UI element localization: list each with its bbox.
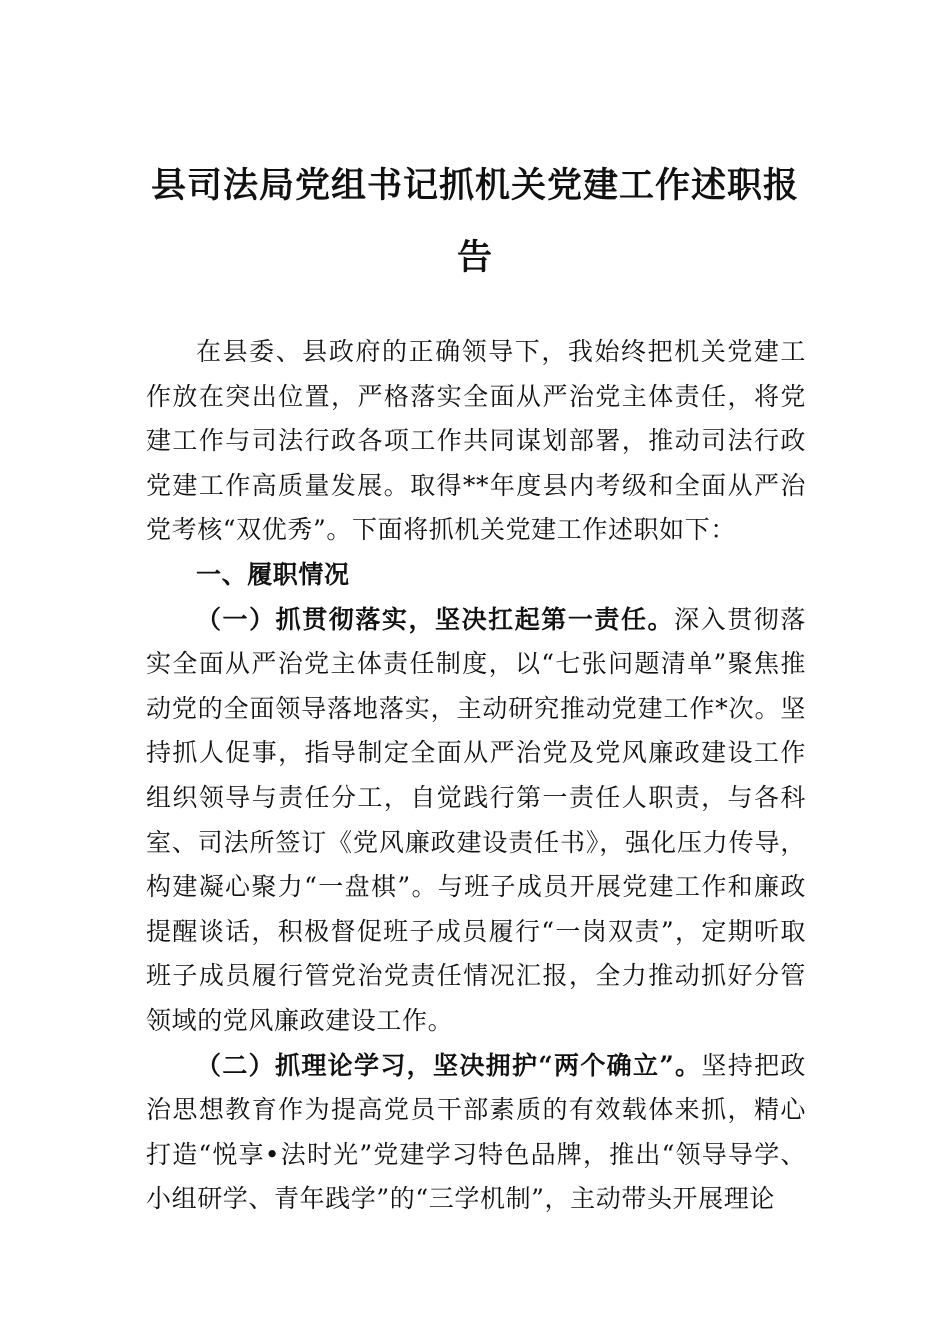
section-heading-performance: 一、履职情况 <box>196 559 350 589</box>
item-2-text: 坚持把政治思想教育作为提高党员干部素质的有效载体来抓，精心打造“悦享•法时光”党建学习特色品牌，推出“领导导学、小组研学、青年践学”的“三学机制”，主动带头开展理论 <box>146 1050 807 1214</box>
item-2-lead: （二）抓理论学习，坚决拥护“两个确立”。 <box>196 1050 702 1080</box>
document-body <box>146 330 806 1222</box>
item-1-paragraph <box>146 598 806 1044</box>
item-2-paragraph <box>146 1044 806 1222</box>
item-1-text: 深入贯彻落实全面从严治党主体责任制度，以“七张问题清单”聚焦推动党的全面领导落地落实，主动研究推动党建工作*次。坚持抓人促事，指导制定全面从严治党及党风廉政建设工作组织领导与责任分工，自觉践行第一责任人职责，与各科室、司法所签订《党风廉政建设责任书》，强化压力传导，构建凝心聚力“一盘棋”。与班子成员开展党建工作和廉政提醒谈话，积极督促班子成员履行“一岗双责”，定期听取班子成员履行管党治党责任情况汇报，全力推动抓好分管领域的党风廉政建设工作。 <box>146 604 806 1035</box>
item-1-lead: （一）抓贯彻落实，坚决扛起第一责任。 <box>196 604 675 634</box>
document-title: 县司法局党组书记抓机关党建工作述职报告 <box>150 165 799 278</box>
intro-paragraph: 在县委、县政府的正确领导下，我始终把机关党建工作放在突出位置，严格落实全面从严治党主体责任，将党建工作与司法行政各项工作共同谋划部署，推动司法行政党建工作高质量发展。取得**年度县内考级和全面从严治党考核“双优秀”。下面将抓机关党建工作述职如下： <box>146 337 806 545</box>
